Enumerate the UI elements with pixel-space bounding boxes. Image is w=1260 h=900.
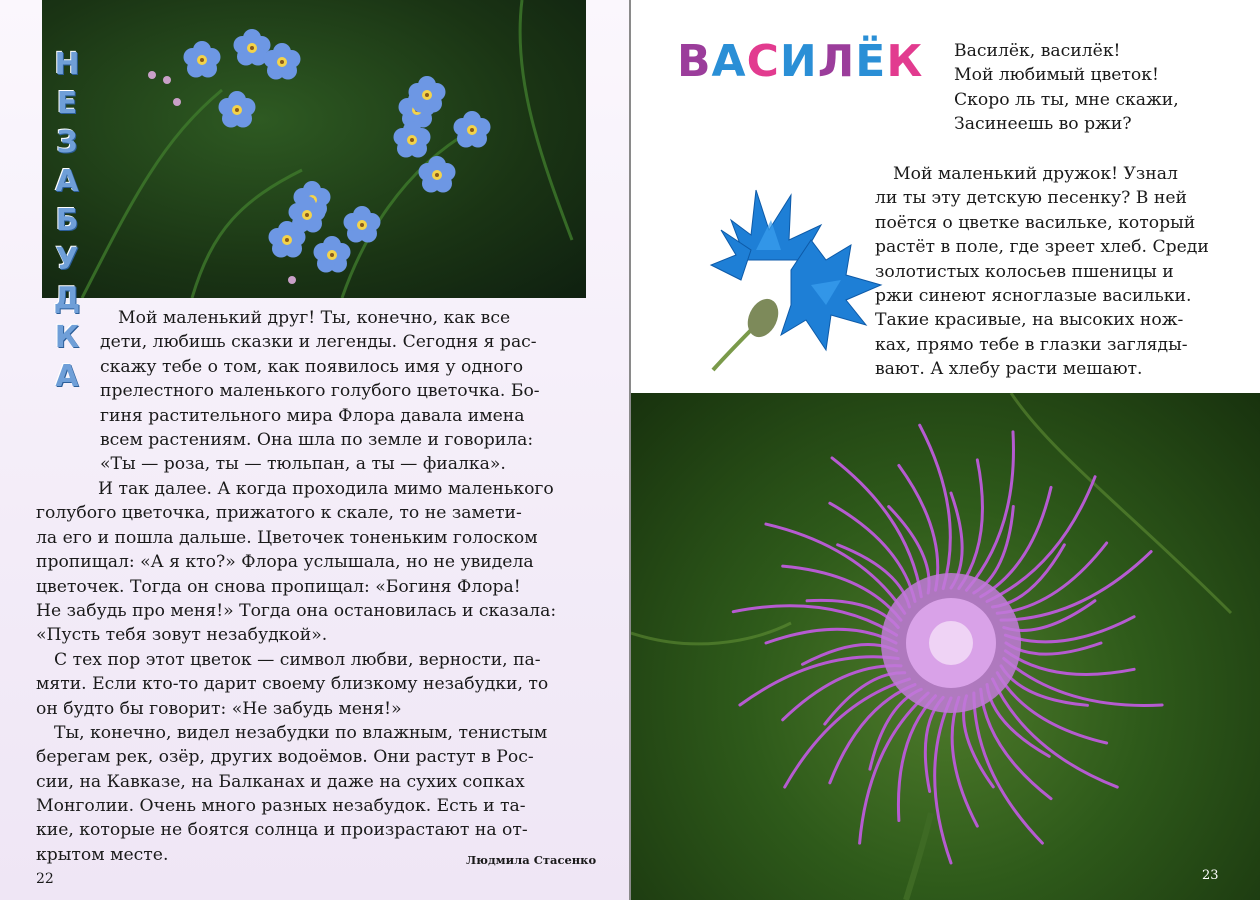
text-line: С тех пор этот цветок — символ любви, верности, па- <box>54 649 541 670</box>
title-letter: С <box>746 36 780 87</box>
text-line: вают. А хлебу расти мешают. <box>875 359 1143 380</box>
text-line: Такие красивые, на высоких нож- <box>875 310 1184 331</box>
author-name: Людмила Стасенко <box>466 853 597 867</box>
right-page <box>631 0 1260 900</box>
text-line: И так далее. А когда проходила мимо маленького <box>98 479 554 499</box>
title-letter: К <box>886 36 924 87</box>
title-letter: Л <box>817 36 856 87</box>
title-letter: Н <box>54 47 80 82</box>
poem-line: Василёк, василёк! <box>954 41 1121 61</box>
text-line: ли ты эту детскую песенку? В ней <box>875 188 1187 209</box>
petal-ray <box>987 477 1095 602</box>
text-line: поётся о цветке васильке, который <box>875 212 1196 233</box>
text-line: растёт в поле, где зреет хлеб. Среди <box>875 237 1209 258</box>
petal-ray <box>1001 552 1151 621</box>
page-number-left: 22 <box>36 871 54 887</box>
title-vasilek <box>677 34 923 90</box>
text-line: золотистых колосьев пшеницы и <box>875 261 1174 282</box>
story-text-cornflower <box>875 162 1209 382</box>
text-line: ла его и пошла дальше. Цветочек тоненьким голоском <box>36 527 538 548</box>
petal-ray <box>783 666 901 720</box>
text-line: «Ты — роза, ты — тюльпан, а ты — фиалка». <box>100 454 506 475</box>
poem <box>954 39 1179 137</box>
poem-line: Скоро ль ты, мне скажи, <box>954 89 1179 110</box>
cornflower-illustration <box>651 150 891 390</box>
petal-ray <box>935 698 951 863</box>
petal-ray <box>1005 651 1134 675</box>
petal-ray <box>993 679 1118 787</box>
text-line: Монголии. Очень много разных незабудок. Есть и та- <box>36 796 526 817</box>
forget-me-not-illustration <box>42 0 586 298</box>
text-line: скажу тебе о том, как появилось имя у одного <box>100 356 524 377</box>
story-text-main <box>36 477 556 867</box>
forget-me-not-photo <box>42 0 586 298</box>
text-line: пропищал: «А я кто?» Флора услышала, но не увидела <box>36 552 534 573</box>
text-line: «Пусть тебя зовут незабудкой». <box>36 625 328 646</box>
title-letter: А <box>55 164 79 199</box>
story-text-intro <box>100 306 540 477</box>
text-line: крытом месте. <box>36 844 169 865</box>
petal-ray <box>766 629 896 643</box>
petal-ray <box>966 432 1013 590</box>
title-letter: В <box>677 36 712 87</box>
text-line: ржи синеют ясноглазые васильки. <box>875 285 1192 306</box>
title-letter: Ё <box>855 36 887 87</box>
knapweed-flower-photo <box>631 393 1260 900</box>
text-line: сии, на Кавказе, на Балканах и даже на сухих сопках <box>36 771 525 792</box>
text-line: Мой маленький дружок! Узнал <box>893 164 1178 184</box>
knapweed-illustration <box>631 393 1260 900</box>
petal-ray <box>830 503 915 601</box>
text-line: всем растениям. Она шла по земле и говорила: <box>100 429 534 450</box>
title-letter: А <box>55 359 79 394</box>
title-letter: У <box>55 242 79 277</box>
petal-ray <box>1004 658 1162 705</box>
title-letter: И <box>779 36 818 87</box>
petal-ray <box>974 693 1043 843</box>
text-line: гиня растительного мира Флора давала имена <box>100 405 525 426</box>
vertical-title-nezabudka <box>44 45 90 396</box>
title-letter: А <box>711 36 747 87</box>
title-letter: Б <box>55 203 79 238</box>
page-number-right: 23 <box>1202 868 1219 883</box>
text-line: он будто бы говорит: «Не забудь меня!» <box>36 698 402 719</box>
text-line: голубого цветочка, прижатого к скале, то не замети- <box>36 503 522 524</box>
text-line: дети, любишь сказки и легенды. Сегодня я рас- <box>100 332 537 353</box>
text-line: мяти. Если кто-то дарит своему близкому незабудки, то <box>36 674 549 695</box>
text-line: Мой маленький друг! Ты, конечно, как все <box>118 308 511 328</box>
text-line: прелестного маленького голубого цветочка. Бо- <box>100 381 540 402</box>
title-letter: З <box>56 125 78 160</box>
petal-ray <box>785 679 910 787</box>
poem-line: Засинеешь во ржи? <box>954 114 1132 135</box>
text-line: кие, которые не боятся солнца и произрастают на от- <box>36 820 528 841</box>
text-line: Не забудь про меня!» Тогда она остановилась и сказала: <box>36 600 557 621</box>
text-line: цветочек. Тогда он снова пропищал: «Богиня Флора! <box>36 576 521 597</box>
title-letter: Е <box>56 86 78 121</box>
petal-ray <box>898 696 935 821</box>
text-line: ках, прямо тебе в глазки загляды- <box>875 334 1188 355</box>
petal-ray <box>959 460 983 589</box>
title-letter: Д <box>53 281 81 316</box>
title-letter: К <box>54 320 80 355</box>
text-line: берегам рек, озёр, других водоёмов. Они растут в Рос- <box>36 747 534 768</box>
text-line: Ты, конечно, видел незабудки по влажным, тенистым <box>54 722 548 743</box>
poem-line: Мой любимый цветок! <box>954 65 1159 86</box>
